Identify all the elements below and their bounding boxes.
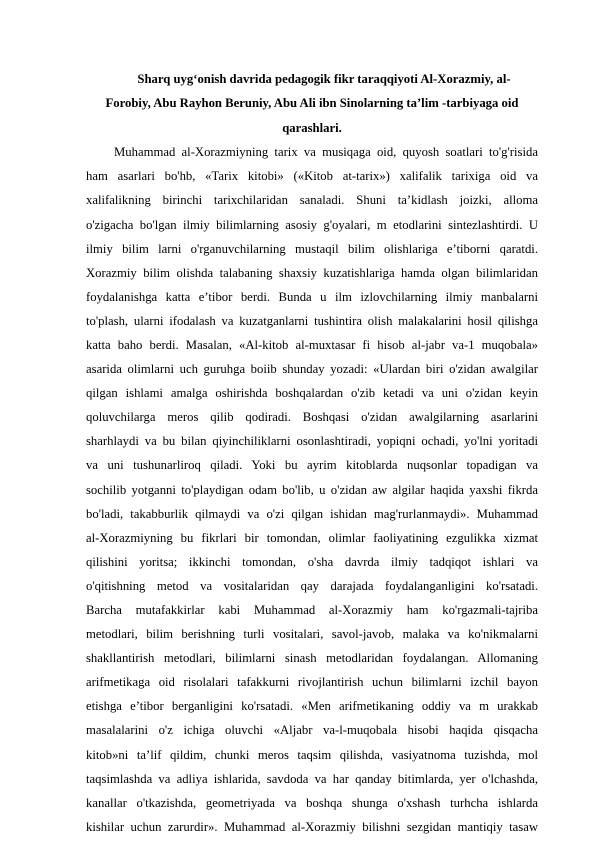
body-line: ham asarlari bo'hb, «Tarix kitobi» («Kitob at-tarix») xalifalik tarixiga oid va: [86, 169, 538, 184]
body-line: kishilar uchun zarurdir». Muhammad al-Xorazmiy bilishni sezgidan mantiqiy tasaw: [86, 819, 538, 834]
body-line: al-Xorazmiyning bu fikrlari bir tomondan, olimlar faoliyatining ezgulikka xizmat: [86, 530, 538, 545]
body-line: o'zigacha bo'lgan ilmiy bilimlarning asosiy g'oyalari, m etodlarini sintezlashtirdi. U: [86, 217, 538, 232]
body-line: masalalarini o'z ichiga oluvchi «Aljabr va-l-muqobala hisobi haqida qisqacha: [86, 723, 538, 738]
body-line: katta baho berdi. Masalan, «Al-kitob al-muxtasar fi hisob al-jabr va-1 muqobala»: [86, 337, 538, 352]
body-line: kitob»ni ta’lif qildim, chunki meros taqsim qilishda, vasiyatnoma tuzishda, mol: [86, 747, 538, 762]
body-line: ilmiy bilim larni o'rganuvchilarning mustaqil bilim olishlariga e’tiborni qaratdi.: [86, 241, 538, 256]
body-line: sochilib yotganni to'playdigan odam bo'lib, u o'zidan aw algilar haqida yaxshi fikrda: [86, 482, 538, 497]
body-line: Muhammad al-Xorazmiyning tarix va musiqaga oid, quyosh soatlari to'g'risida: [114, 145, 538, 160]
body-line: shakllantirish metodlari, bilimlarni sinash metodlaridan foydalangan. Allomaning: [86, 651, 538, 666]
document-page: [86, 67, 538, 839]
body-line: qoluvchilarga meros qilib qodiradi. Boshqasi o'zidan awalgilarning asarlarini: [86, 410, 538, 425]
body-line: Xorazmiy bilim olishda talabaning shaxsiy kuzatishlariga hamda olgan bilimlaridan: [86, 265, 538, 280]
body-line: foydalanishga katta e’tibor berdi. Bunda u ilm izlovchilarning ilmiy manbalarni: [86, 289, 538, 304]
page-title: [86, 67, 538, 140]
body-line: metodlari, bilim berishning turli vositalari, savol-javob, malaka va ko'nikmalarni: [86, 627, 538, 642]
body-line: to'plash, ularni ifodalash va kuzatganlarni tushintira olish malakalarini hosil qilishga: [86, 313, 538, 328]
title-line: Sharq uyg‘onish davrida pedagogik fikr taraqqiyoti Al-Xorazmiy, al-: [137, 72, 511, 86]
body-line: o'qitishning metod va vositalaridan qay darajada foydalanganligini ko'rsatadi.: [86, 578, 538, 593]
body-line: taqsimlashda va adliya ishlarida, savdoda va har qanday bitimlarda, yer o'lchashda,: [86, 771, 538, 786]
body-line: va uni tushunarliroq qiladi. Yoki bu ayrim kitoblarda nuqsonlar topadigan va: [86, 458, 538, 473]
body-line: qilishini yoritsa; ikkinchi tomondan, o'sha davrda ilmiy tadqiqot ishlari va: [86, 554, 538, 569]
body-line: sharhlaydi va bu bilan qiyinchiliklarni osonlashtiradi, yopiqni ochadi, yo'lni yoritadi: [86, 434, 538, 449]
body-line: kanallar o'tkazishda, geometriyada va boshqa shunga o'xshash turhcha ishlarda: [86, 795, 538, 810]
body-line: arifmetikaga oid risolalari tafakkurni rivojlantirish uchun bilimlarni izchil bayon: [86, 675, 538, 690]
body-line: Barcha mutafakkirlar kabi Muhammad al-Xorazmiy ham ko'rgazmali-tajriba: [86, 603, 538, 617]
body-line: qilgan ishlami amalga oshirishda boshqalardan o'zib ketadi va uni o'zidan keyin: [86, 386, 538, 401]
body-line: etishga e’tibor berganligini ko'rsatadi. «Men arifmetikaning oddiy va m urakkab: [86, 699, 538, 714]
body-line: bo'ladi, takabburlik qilmaydi va o'zi qilgan ishidan mag'rurlanmaydi». Muhammad: [86, 506, 538, 521]
body-line: xalifalikning birinchi tarixchilaridan sanaladi. Shuni ta’kidlash joizki, alloma: [86, 193, 538, 208]
title-line: Forobiy, Abu Rayhon Beruniy, Abu Ali ibn Sinolarning ta’lim -tarbiyaga oid: [105, 96, 519, 111]
body-line: asarida olimlarni uch guruhga boiib shunday yozadi: «Ulardan biri o'zidan awalgilar: [86, 362, 538, 377]
body-paragraph: [86, 140, 538, 839]
title-line: qarashlari.: [282, 120, 342, 135]
